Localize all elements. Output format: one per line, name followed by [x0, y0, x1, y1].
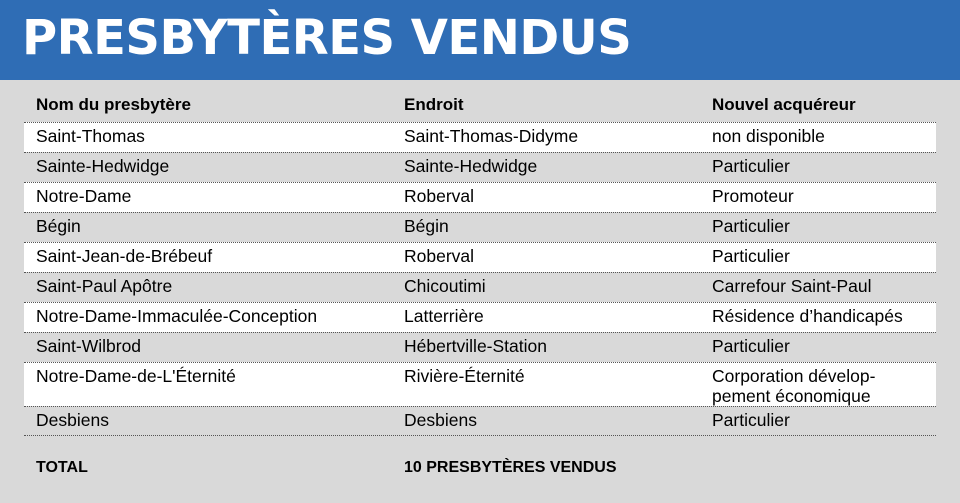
cell-buyer: Particulier	[712, 410, 790, 430]
cell-buyer: Carrefour Saint-Paul	[712, 276, 872, 296]
cell-place: Saint-Thomas-Didyme	[404, 126, 579, 146]
cell-name: Saint-Jean-de-Brébeuf	[36, 246, 213, 266]
cell-name: Saint-Wilbrod	[36, 336, 142, 356]
cell-buyer: Particulier	[712, 216, 790, 236]
cell-place: Roberval	[404, 246, 475, 266]
page-title: PRESBYTÈRES VENDUS	[22, 10, 632, 66]
table-row	[24, 406, 936, 436]
cell-name: Bégin	[36, 216, 81, 236]
table-row	[24, 122, 936, 152]
header-place: Endroit	[404, 95, 464, 114]
cell-name: Notre-Dame-de-L'Éternité	[36, 366, 236, 386]
table-row	[24, 302, 936, 332]
cell-place: Latterrière	[404, 306, 484, 326]
cell-buyer: Particulier	[712, 336, 790, 356]
header-buyer: Nouvel acquéreur	[712, 95, 856, 114]
cell-name: Desbiens	[36, 410, 109, 430]
cell-buyer: Corporation dévelop-pement économique	[712, 366, 876, 406]
cell-place: Desbiens	[404, 410, 477, 430]
table-row	[24, 272, 936, 302]
table-row	[24, 182, 936, 212]
total-label: TOTAL	[36, 459, 88, 476]
title-banner	[0, 0, 960, 80]
table-row	[24, 152, 936, 182]
table-header	[0, 90, 960, 120]
cell-buyer: Promoteur	[712, 186, 794, 206]
cell-name: Notre-Dame	[36, 186, 132, 206]
cell-place: Rivière-Éternité	[404, 366, 525, 386]
table-row	[24, 242, 936, 272]
cell-place: Roberval	[404, 186, 475, 206]
total-value: 10 PRESBYTÈRES VENDUS	[404, 459, 617, 476]
cell-name: Notre-Dame-Immaculée-Conception	[36, 306, 318, 326]
cell-place: Hébertville-Station	[404, 336, 547, 356]
table-body	[24, 122, 936, 436]
cell-place: Bégin	[404, 216, 449, 236]
table-row	[24, 212, 936, 242]
table-row	[24, 362, 936, 406]
cell-place: Sainte-Hedwidge	[404, 156, 538, 176]
cell-name: Saint-Paul Apôtre	[36, 276, 173, 296]
cell-buyer: non disponible	[712, 126, 825, 146]
cell-buyer: Particulier	[712, 246, 790, 266]
cell-buyer: Résidence d’handicapés	[712, 306, 903, 326]
cell-name: Saint-Thomas	[36, 126, 145, 146]
cell-place: Chicoutimi	[404, 276, 486, 296]
total-row	[0, 456, 960, 480]
table-row	[24, 332, 936, 362]
cell-buyer: Particulier	[712, 156, 790, 176]
header-name: Nom du presbytère	[36, 95, 191, 114]
cell-name: Sainte-Hedwidge	[36, 156, 170, 176]
